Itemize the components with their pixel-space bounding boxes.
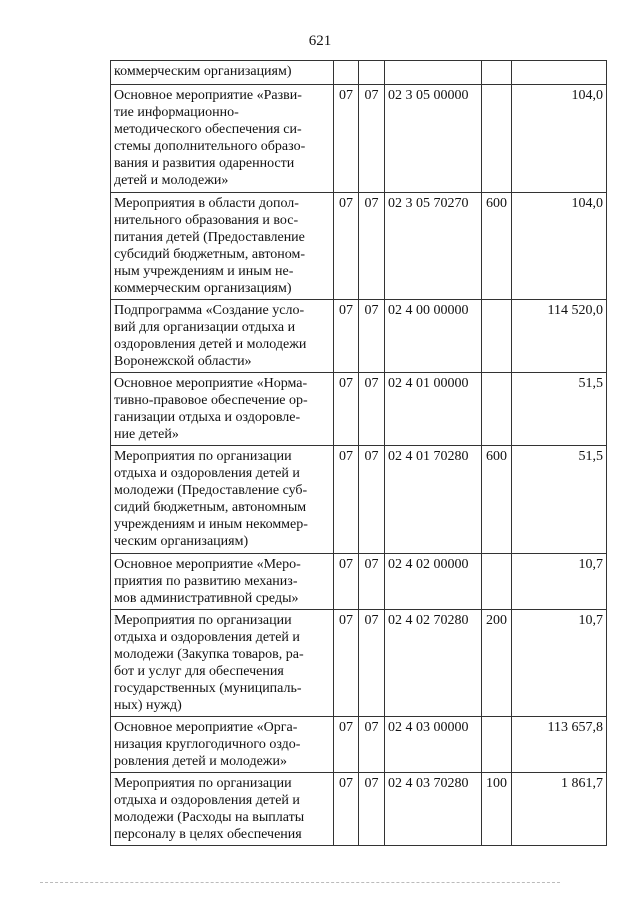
- table-row: [111, 717, 607, 773]
- table-row: [111, 300, 607, 373]
- table-row: [111, 446, 607, 554]
- row-pr: 07: [359, 773, 385, 846]
- table-row: [111, 61, 607, 85]
- row-pr: 07: [359, 300, 385, 373]
- row-name: Мероприятия по организации отдыха и оздоровления детей и молодежи (Предоставление суб- сидий бюджетным, автономным учреждениям и иным некоммер- ческим организациям): [111, 446, 334, 554]
- row-sum: 51,5: [512, 446, 607, 554]
- row-csr: 02 4 00 00000: [385, 300, 482, 373]
- row-vr: [482, 717, 512, 773]
- row-pr: 07: [359, 717, 385, 773]
- row-sum: 10,7: [512, 610, 607, 717]
- row-pr: [359, 61, 385, 85]
- row-sum: 113 657,8: [512, 717, 607, 773]
- row-rz: 07: [334, 773, 359, 846]
- row-name: Мероприятия в области допол- нительного образования и вос- питания детей (Предоставление субсидий бюджетным, автоном- ным учреждениям и иным не- коммерческим организациям): [111, 193, 334, 300]
- row-rz: 07: [334, 717, 359, 773]
- row-name: коммерческим организациям): [111, 61, 334, 85]
- row-pr: 07: [359, 610, 385, 717]
- table-row: [111, 554, 607, 610]
- row-rz: [334, 61, 359, 85]
- row-pr: 07: [359, 554, 385, 610]
- row-name: Основное мероприятие «Разви- тие информационно- методического обеспечения си- стемы дополнительного образо- вания и развития одаренности детей и молодежи»: [111, 85, 334, 193]
- row-sum: 51,5: [512, 373, 607, 446]
- row-name: Мероприятия по организации отдыха и оздоровления детей и молодежи (Закупка товаров, ра- бот и услуг для обеспечения государственных (муниципаль- ных) нужд): [111, 610, 334, 717]
- row-vr: [482, 300, 512, 373]
- table-row: [111, 373, 607, 446]
- row-name: Мероприятия по организации отдыха и оздоровления детей и молодежи (Расходы на выплаты персоналу в целях обеспечения: [111, 773, 334, 846]
- row-vr: [482, 554, 512, 610]
- row-vr: 200: [482, 610, 512, 717]
- table-row: [111, 773, 607, 846]
- page-bottom-rule: [40, 882, 560, 883]
- row-rz: 07: [334, 610, 359, 717]
- row-vr: [482, 85, 512, 193]
- row-sum: 114 520,0: [512, 300, 607, 373]
- row-rz: 07: [334, 554, 359, 610]
- row-name: Основное мероприятие «Орга- низация круглогодичного оздо- ровления детей и молодежи»: [111, 717, 334, 773]
- row-csr: 02 3 05 70270: [385, 193, 482, 300]
- row-csr: 02 3 05 00000: [385, 85, 482, 193]
- row-name: Подпрограмма «Создание усло- вий для организации отдыха и оздоровления детей и молодежи Воронежской области»: [111, 300, 334, 373]
- row-pr: 07: [359, 193, 385, 300]
- row-pr: 07: [359, 373, 385, 446]
- row-csr: 02 4 01 00000: [385, 373, 482, 446]
- row-csr: 02 4 03 00000: [385, 717, 482, 773]
- row-vr: [482, 373, 512, 446]
- row-vr: 600: [482, 446, 512, 554]
- row-name: Основное мероприятие «Норма- тивно-правовое обеспечение ор- ганизации отдыха и оздоровле- ние детей»: [111, 373, 334, 446]
- row-sum: [512, 61, 607, 85]
- row-csr: 02 4 02 00000: [385, 554, 482, 610]
- row-rz: 07: [334, 446, 359, 554]
- row-csr: [385, 61, 482, 85]
- row-sum: 104,0: [512, 85, 607, 193]
- row-sum: 104,0: [512, 193, 607, 300]
- table-row: [111, 85, 607, 193]
- row-pr: 07: [359, 85, 385, 193]
- row-csr: 02 4 03 70280: [385, 773, 482, 846]
- table-row: [111, 610, 607, 717]
- row-csr: 02 4 02 70280: [385, 610, 482, 717]
- row-rz: 07: [334, 193, 359, 300]
- row-vr: 100: [482, 773, 512, 846]
- row-rz: 07: [334, 300, 359, 373]
- row-sum: 1 861,7: [512, 773, 607, 846]
- row-csr: 02 4 01 70280: [385, 446, 482, 554]
- row-vr: 600: [482, 193, 512, 300]
- budget-table: [110, 60, 607, 846]
- row-name: Основное мероприятие «Меро- приятия по развитию механиз- мов административной среды»: [111, 554, 334, 610]
- row-sum: 10,7: [512, 554, 607, 610]
- row-pr: 07: [359, 446, 385, 554]
- row-rz: 07: [334, 373, 359, 446]
- page-number: 621: [308, 33, 332, 49]
- table-row: [111, 193, 607, 300]
- row-rz: 07: [334, 85, 359, 193]
- row-vr: [482, 61, 512, 85]
